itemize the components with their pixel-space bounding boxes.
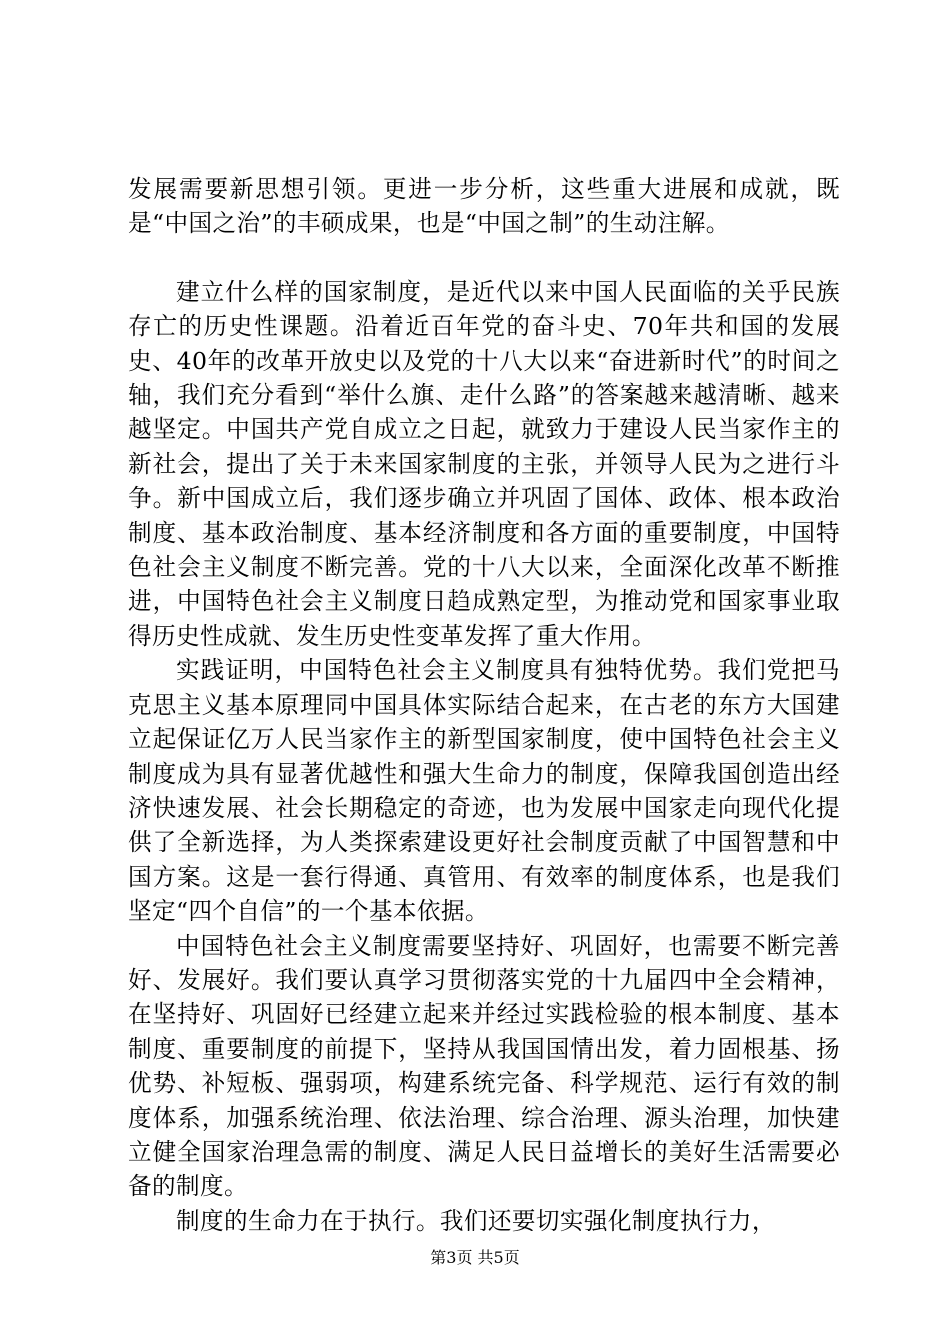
- paragraph-practice-proves: 实践证明，中国特色社会主义制度具有独特优势。我们党把马克思主义基本原理同中国具体实际结合起来，在古老的东方大国建立起保证亿万人民当家作主的新型国家制度，使中国特色社会主义制度成为具有显著优越性和强大生命力的制度，保障我国创造出经济快速发展、社会长期稳定的奇迹，也为发展中国家走向现代化提供了全新选择，为人类探索建设更好社会制度贡献了中国智慧和中国方案。这是一套行得通、真管用、有效率的制度体系，也是我们坚定“四个自信”的一个基本依据。: [128, 656, 840, 926]
- paragraph-continuation: 发展需要新思想引领。更进一步分析，这些重大进展和成就，既是“中国之治”的丰硕成果，也是“中国之制”的生动注解。: [128, 175, 840, 238]
- paragraph-national-system: 建立什么样的国家制度，是近代以来中国人民面临的关乎民族存亡的历史性课题。沿着近百年党的奋斗史、70年共和国的发展史、40年的改革开放史以及党的十八大以来“奋进新时代”的时间之轴，我们充分看到“举什么旗、走什么路”的答案越来越清晰、越来越坚定。中国共产党自成立之日起，就致力于建设人民当家作主的新社会，提出了关于未来国家制度的主张，并领导人民为之进行斗争。新中国成立后，我们逐步确立并巩固了国体、政体、根本政治制度、基本政治制度、基本经济制度和各方面的重要制度，中国特色社会主义制度不断完善。党的十八大以来，全面深化改革不断推进，中国特色社会主义制度日趋成熟定型，为推动党和国家事业取得历史性成就、发生历史性变革发挥了重大作用。: [128, 277, 840, 650]
- page-footer: 第3页 共5页: [430, 1248, 520, 1267]
- paragraph-execution: 制度的生命力在于执行。我们还要切实强化制度执行力，: [176, 1206, 776, 1235]
- document-body: [128, 172, 840, 1238]
- paragraph-uphold-and-improve: 中国特色社会主义制度需要坚持好、巩固好，也需要不断完善好、发展好。我们要认真学习贯彻落实党的十九届四中全会精神，在坚持好、巩固好已经建立起来并经过实践检验的根本制度、基本制度、重要制度的前提下，坚持从我国国情出发，着力固根基、扬优势、补短板、强弱项，构建系统完备、科学规范、运行有效的制度体系，加强系统治理、依法治理、综合治理、源头治理，加快建立健全国家治理急需的制度、满足人民日益增长的美好生活需要必备的制度。: [128, 931, 840, 1201]
